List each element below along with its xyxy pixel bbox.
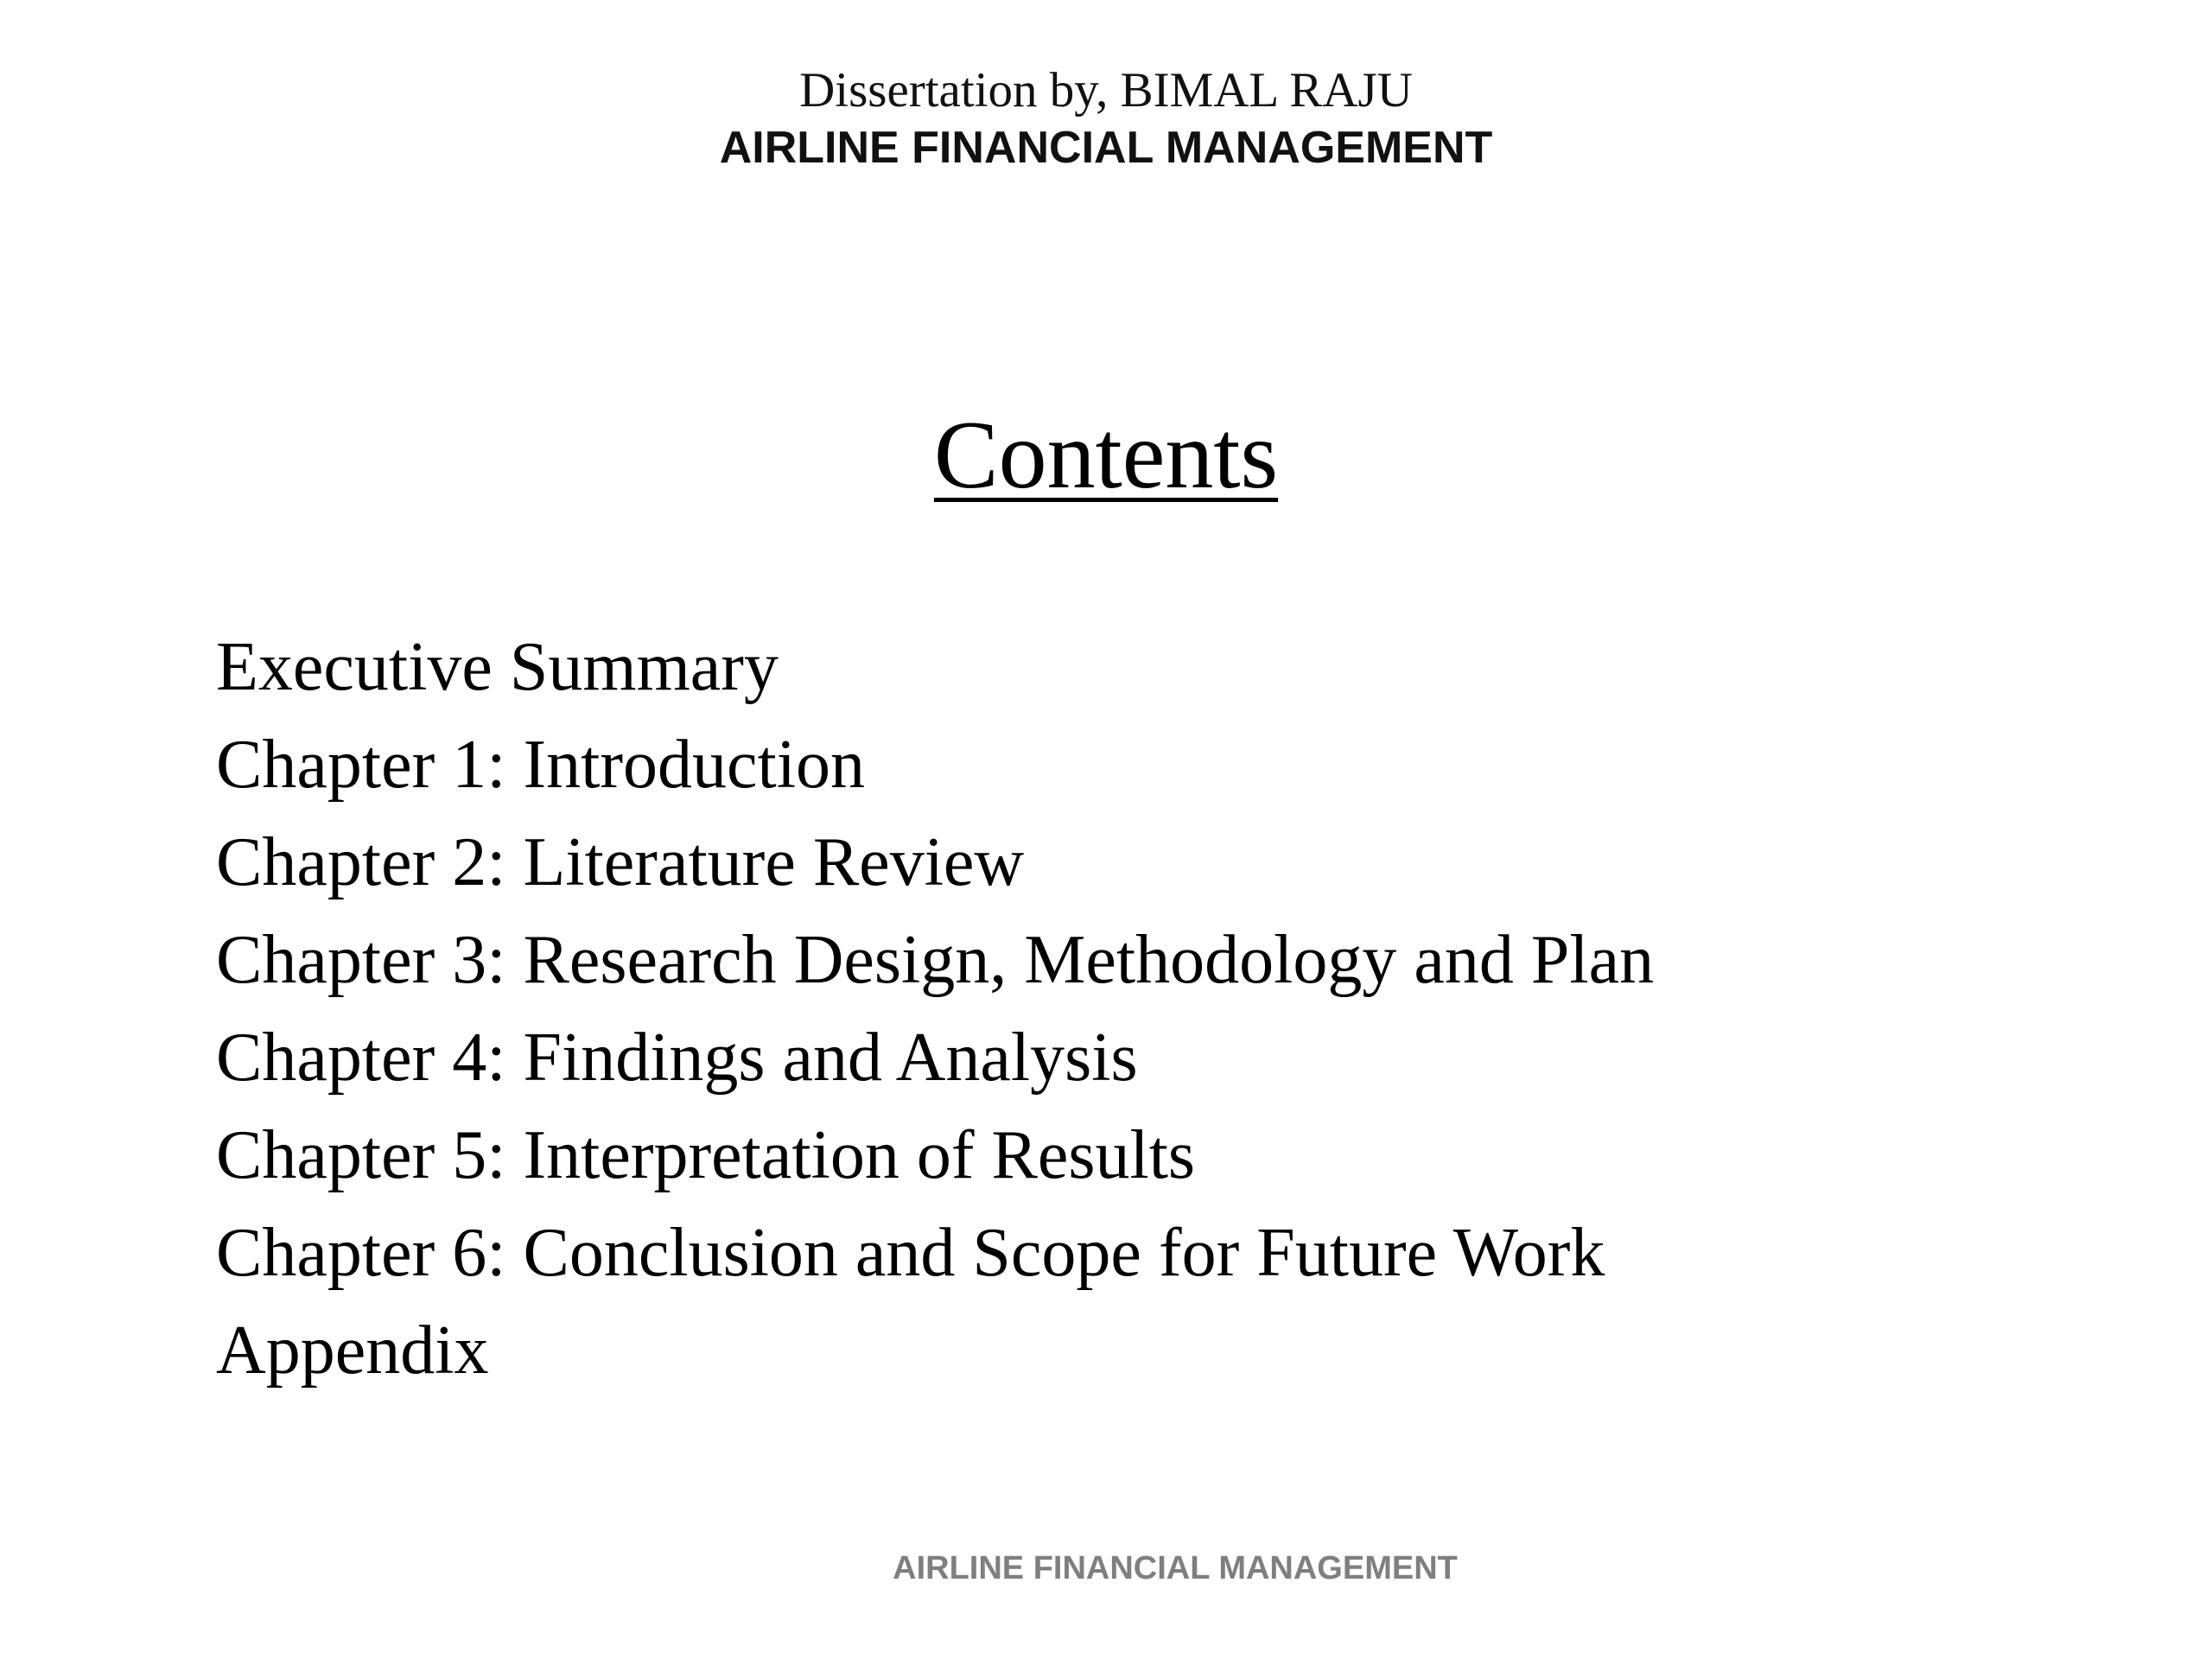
toc-item-chapter-3: Chapter 3: Research Design, Methodology and Plan (216, 922, 1655, 998)
dissertation-byline: Dissertation by, BIMAL RAJU (799, 63, 1413, 118)
contents-heading: Contents (933, 402, 1279, 509)
toc-item-chapter-4: Chapter 4: Findings and Analysis (216, 1020, 1138, 1096)
toc-item-chapter-2: Chapter 2: Literature Review (216, 824, 1025, 900)
toc-item-appendix: Appendix (216, 1313, 489, 1389)
toc-item-chapter-1: Chapter 1: Introduction (216, 727, 865, 803)
toc-item-executive-summary: Executive Summary (216, 629, 779, 705)
document-title: AIRLINE FINANCIAL MANAGEMENT (719, 123, 1493, 173)
table-of-contents (216, 619, 2117, 1400)
toc-item-chapter-6: Chapter 6: Conclusion and Scope for Future Work (216, 1215, 1605, 1291)
page-footer: AIRLINE FINANCIAL MANAGEMENT (893, 1550, 1458, 1586)
toc-item-chapter-5: Chapter 5: Interpretation of Results (216, 1117, 1196, 1193)
